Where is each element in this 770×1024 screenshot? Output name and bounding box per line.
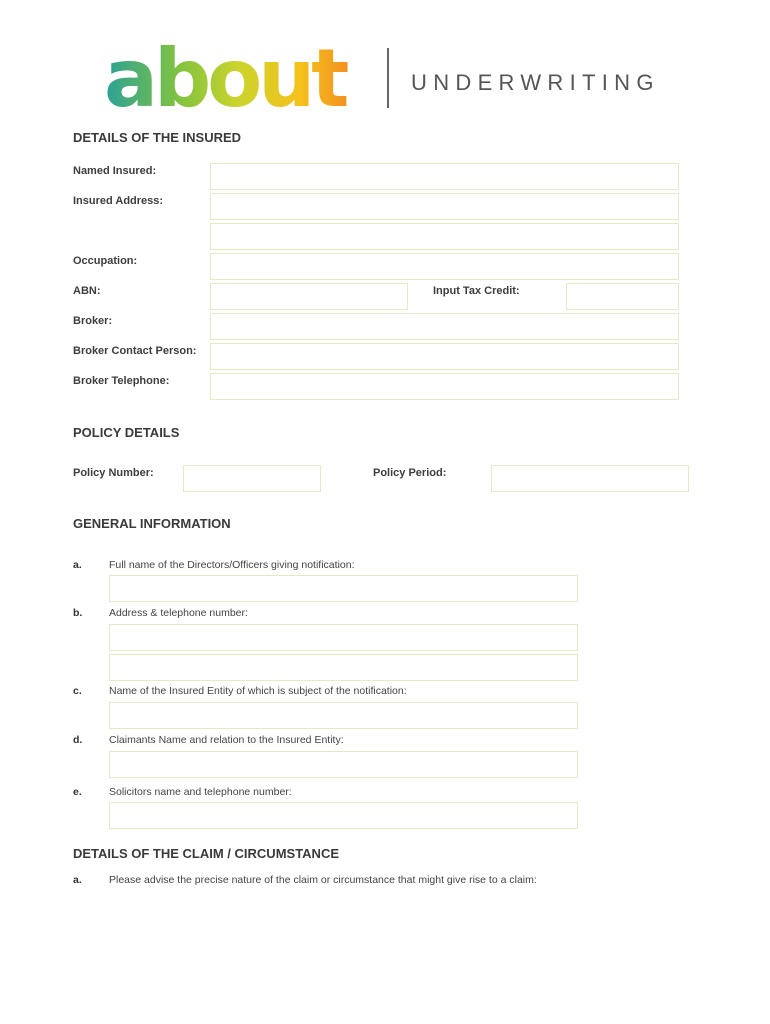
abn-label: ABN: <box>73 285 101 297</box>
question-letter: e. <box>73 786 82 798</box>
abn-field[interactable] <box>210 283 408 310</box>
general-section-title: GENERAL INFORMATION <box>73 516 231 531</box>
broker-label: Broker: <box>73 315 113 327</box>
named-insured-label: Named Insured: <box>73 165 157 177</box>
logo-word: about <box>104 38 346 114</box>
question-address-label: Address & telephone number: <box>109 607 248 619</box>
policy-period-field[interactable] <box>491 465 689 492</box>
insured-section-title: DETAILS OF THE INSURED <box>73 130 242 145</box>
broker-telephone-label: Broker Telephone: <box>73 375 170 387</box>
question-letter: a. <box>73 559 82 571</box>
question-directors-label: Full name of the Directors/Officers giving notification: <box>109 559 355 571</box>
logo-subtitle: UNDERWRITING <box>411 70 660 95</box>
logo-divider <box>387 48 389 108</box>
claimants-field[interactable] <box>109 751 578 778</box>
insured-address-field-1[interactable] <box>210 193 679 220</box>
question-solicitors-label: Solicitors name and telephone number: <box>109 786 292 798</box>
occupation-label: Occupation: <box>73 255 138 267</box>
insured-entity-field[interactable] <box>109 702 578 729</box>
about-logo <box>104 38 369 114</box>
solicitors-field[interactable] <box>109 802 578 829</box>
insured-address-label: Insured Address: <box>73 195 164 207</box>
question-letter: c. <box>73 685 82 697</box>
broker-contact-field[interactable] <box>210 343 679 370</box>
directors-field[interactable] <box>109 575 578 602</box>
broker-telephone-field[interactable] <box>210 373 679 400</box>
broker-field[interactable] <box>210 313 679 340</box>
question-insured-entity-label: Name of the Insured Entity of which is subject of the notification: <box>109 685 407 697</box>
insured-address-field-2[interactable] <box>210 223 679 250</box>
policy-section-title: POLICY DETAILS <box>73 425 180 440</box>
claim-section-title: DETAILS OF THE CLAIM / CIRCUMSTANCE <box>73 846 340 861</box>
named-insured-field[interactable] <box>210 163 679 190</box>
question-claimants-label: Claimants Name and relation to the Insured Entity: <box>109 734 344 746</box>
occupation-field[interactable] <box>210 253 679 280</box>
address-telephone-field-2[interactable] <box>109 654 578 681</box>
question-claim-nature-label: Please advise the precise nature of the claim or circumstance that might give rise to a claim: <box>109 874 537 886</box>
policy-number-field[interactable] <box>183 465 321 492</box>
address-telephone-field-1[interactable] <box>109 624 578 651</box>
policy-number-label: Policy Number: <box>73 467 154 479</box>
question-letter: a. <box>73 874 82 886</box>
input-tax-credit-label: Input Tax Credit: <box>433 285 520 297</box>
policy-period-label: Policy Period: <box>373 467 447 479</box>
question-letter: d. <box>73 734 83 746</box>
question-letter: b. <box>73 607 83 619</box>
broker-contact-label: Broker Contact Person: <box>73 345 197 357</box>
input-tax-credit-field[interactable] <box>566 283 679 310</box>
